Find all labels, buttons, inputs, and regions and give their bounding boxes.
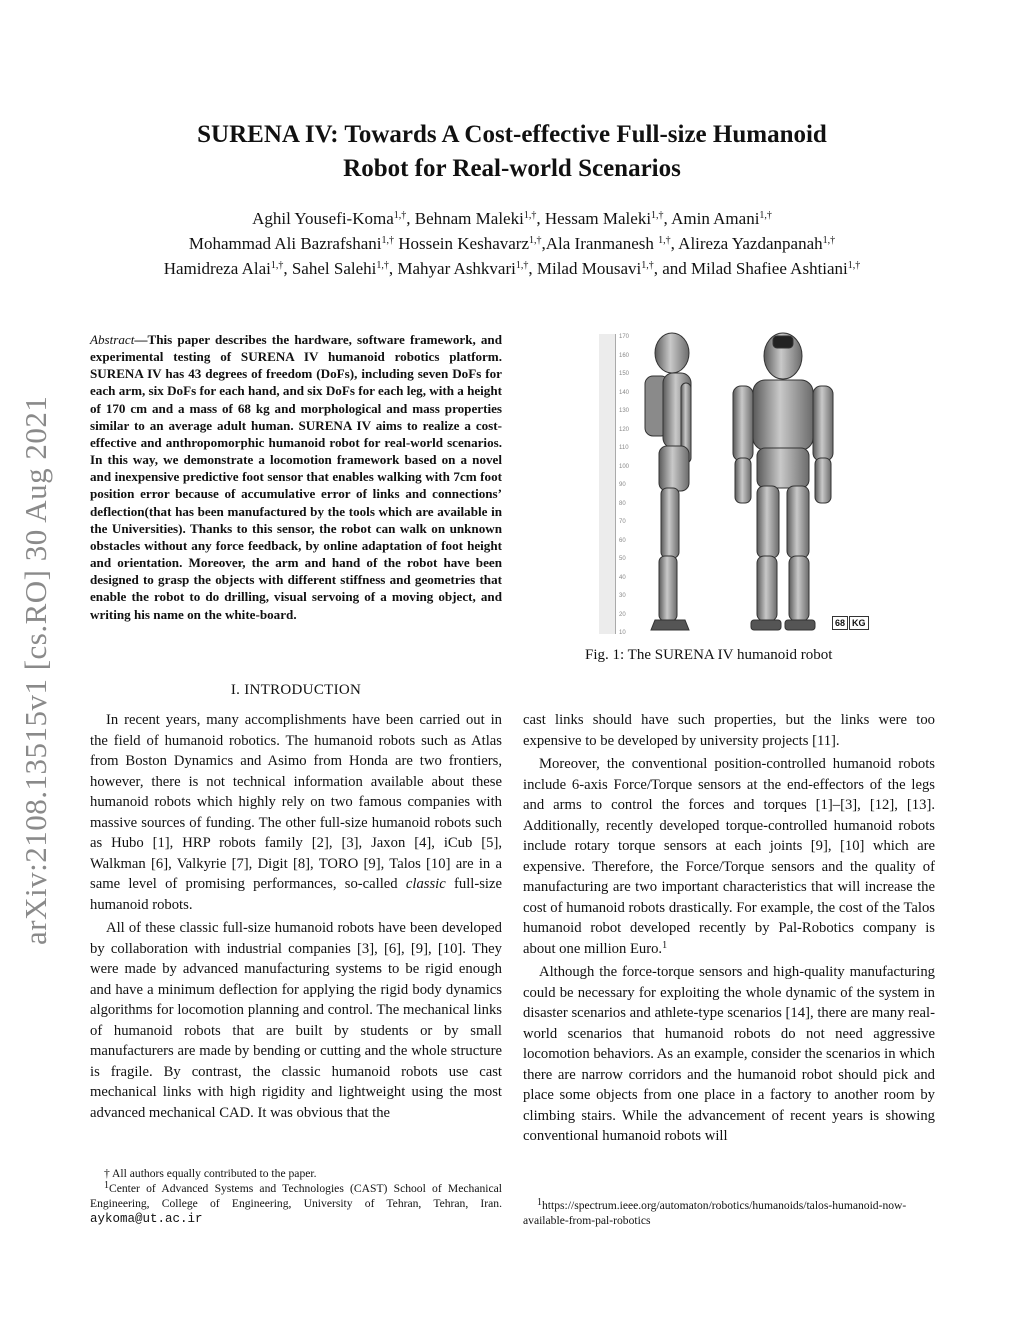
author-name: Hamidreza Alai — [163, 259, 271, 278]
paragraph: All of these classic full-size humanoid robots have been developed by collaboration with industrial companies [3], [6], [9], [10]. They were made by advanced manufacturing systems to be rigid enough and have a minimum deflection for applying the rigid body dynamics algorithms for locomotion planning and control. The mechanical links of humanoid robots that are built by students or by small manufacturers are made by bending or cutting and the whole structure is fragile. By contrast, the classic humanoid robots use cast mechanical links with high rigidity and lightweight using the most advanced mechanical CAD. It was obvious that the — [90, 920, 502, 1121]
author-name: Milad Mousavi — [536, 259, 642, 278]
ruler-tick-label: 120 — [619, 426, 630, 433]
author-affiliation-mark: 1,† — [393, 210, 407, 221]
author-affiliation-mark: 1,† — [641, 260, 654, 271]
paragraph: Although the force-torque sensors and high-quality manufacturing could be necessary for exploiting the whole dynamic of the system in disaster scenarios and athlete-type scenarios [14], there are many real-world scenarios that humanoid robots do not need aggressive locomotion behaviors. As an example, consider the scenarios in which there are narrow corridors and the humanoid robot should pick and place some objects from one place in a factory to another room by climbing stairs. While the advancement of recent years is showing conventional humanoid robots will — [523, 964, 935, 1144]
abstract-label: Abstract — [90, 332, 135, 347]
paragraph: In recent years, many accomplishments have been carried out in the field of humanoid robotics. The humanoid robots such as Atlas from Boston Dynamics and Asimo from Honda are two frontiers, however, there is not technical information available about these humanoid robots which highly rely on two famous companies with massive sources of funding. The other full-size humanoid robots such as Hubo [1], HRP robots family [2], [3], Jaxon [4], iCub [5], Walkman [6], Valkyrie [7], Digit [8], TORO [9], Talos [10] are in a same level of promising performances, so-called classic full-size humanoid robots. — [90, 712, 502, 913]
author-affiliation-mark: 1,† — [651, 210, 664, 221]
ruler-tick-label: 110 — [619, 445, 629, 451]
author-line-1: Aghil Yousefi-Koma$^{1,\dagger}$, Behnam Maleki$^{1,\dagger}$, Hessam Maleki$^{1,\dagger}$, Amin Amani$^{1,\dagger}$ — [252, 209, 772, 228]
author-name: Amin Amani — [671, 209, 760, 228]
ruler-tick-label: 30 — [619, 593, 626, 599]
section-heading-introduction: I. INTRODUCTION — [230, 682, 362, 698]
ruler-tick-label: 160 — [619, 352, 630, 359]
robot-front-view — [733, 333, 833, 630]
author-name: Hessam Maleki — [544, 209, 652, 228]
author-affiliation-mark: 1,† — [658, 235, 671, 246]
ruler-tick-label: 80 — [619, 500, 626, 507]
right-column-body — [523, 710, 935, 1147]
author-affiliation-mark: 1,† — [381, 235, 394, 246]
ruler-tick-label: 100 — [619, 463, 630, 470]
figure-robot — [585, 328, 875, 638]
paragraph: Moreover, the conventional position-controlled humanoid robots include 6-axis Force/Torque sensors at the end-effectors of the legs and arms to control the forces and torques [1]–[3], [12], [13]. Additionally, recently developed torque-controlled humanoid robots include rotary torque sensors at each joints [9], [10] which are expensive. Therefore, the Force/Torque sensors and the quality of manufacturing are two important characteristics that will increase the cost of humanoid robots drastically. For example, the cost of the Talos humanoid robot developed recently by Pal-Robotics company is about one million Euro.$^1$ — [523, 756, 935, 957]
robot-side-view — [645, 333, 691, 630]
ruler-tick-label: 90 — [619, 482, 626, 488]
author-name: Sahel Salehi — [291, 259, 377, 278]
footnote-link[interactable]: https://spectrum.ieee.org/automaton/robotics/humanoids/talos-humanoid-now-available-from-pal-robotics — [523, 1199, 907, 1227]
ruler-tick-label: 60 — [619, 537, 626, 544]
robot-illustration — [585, 328, 875, 638]
author-name: Alireza Yazdanpanah — [678, 234, 823, 253]
author-name: Mahyar Ashkvari — [397, 259, 516, 278]
author-line-3: Hamidreza Alai$^{1,\dagger}$, Sahel Salehi$^{1,\dagger}$, Mahyar Ashkvari$^{1,\dagger}$, Milad Mousavi$^{1,\dagger}$, and Milad Shafiee Ashtiani$^{1,\dagger}$ — [163, 259, 861, 278]
author-affiliation-mark: 1,† — [822, 235, 836, 246]
abstract-text: This paper describes the hardware, software framework, and experimental testing of SURENA IV humanoid robotics platform. SURENA IV has 43 degrees of freedom (DoFs), including seven DoFs for each arm, six DoFs for each hand, and six DoFs for each leg, with a height of 170 cm and a mass of 68 kg and morphological and mass properties similar to an average adult human. SURENA IV aims to realize a cost-effective and anthropomorphic humanoid robot for real-world scenarios. In this way, we demonstrate a locomotion framework based on a novel and inexpensive predictive foot sensor that enables walking with 7cm foot position error because of accumulative error of links and connections’ deflection(that has been manufactured by the tools which are available in the Universities). Thanks to this sensor, the robot can walk on unknown obstacles without any force feedback, by online adaptation of foot height and orientation. Moreover, the arm and hand of the robot have been designed to grasp the objects with different stiffness and geometries that enable the robot to do drilling, visual servoing of a moving object, and writing his name on the white-board. — [90, 332, 502, 622]
author-email: aykoma@ut.ac.ir — [90, 1212, 203, 1226]
author-name: and Milad Shafiee Ashtiani — [662, 259, 848, 278]
ruler-tick-label: 70 — [619, 519, 626, 525]
footnote-affiliation: $^1$Center of Advanced Systems and Technologies (CAST) School of Mechanical Engineering, College of Engineering, University of Tehran, Tehran, Iran. aykoma@ut.ac.ir — [90, 1180, 502, 1226]
ruler-tick-label: 20 — [619, 611, 626, 618]
footnote-url: $^1$https://spectrum.ieee.org/automaton/robotics/humanoids/talos-humanoid-now-available-from-pal-robotics — [523, 1197, 907, 1227]
figure-caption: Fig. 1: The SURENA IV humanoid robot — [585, 647, 833, 663]
author-name: Behnam Maleki — [414, 209, 524, 228]
ruler-tick-label: 130 — [619, 408, 630, 414]
left-footnotes — [90, 1166, 502, 1227]
author-affiliation-mark: 1,† — [270, 260, 284, 271]
ruler-tick-label: 140 — [619, 389, 630, 396]
author-name: Ala Iranmanesh — [545, 234, 659, 253]
title-line-2: Robot for Real-world Scenarios — [343, 155, 681, 182]
author-name: Hossein Keshavarz — [398, 234, 530, 253]
author-affiliation-mark: 1,† — [376, 260, 389, 271]
abstract-dash: — — [134, 332, 148, 347]
author-affiliation-mark: 1,† — [515, 260, 529, 271]
right-footnotes — [523, 1198, 935, 1228]
left-column-body — [90, 710, 502, 1123]
author-name: Aghil Yousefi-Koma — [252, 209, 394, 228]
abstract — [90, 331, 502, 623]
ruler-tick-label: 170 — [619, 334, 630, 340]
mass-badge: 68 KG — [832, 616, 866, 630]
ruler-tick-label: 50 — [619, 556, 626, 562]
arxiv-identifier: arXiv:2108.13515v1 [cs.RO] 30 Aug 2021 — [18, 395, 53, 945]
ruler-tick-label: 40 — [619, 574, 626, 581]
author-list — [60, 206, 964, 281]
paper-title — [100, 118, 924, 186]
author-line-2: Mohammad Ali Bazrafshani$^{1,\dagger}$ Hossein Keshavarz$^{1,\dagger}$,Ala Iranmanesh $^{1,\dagger}$, Alireza Yazdanpanah$^{1,\dagger}$ — [188, 234, 836, 253]
title-line-1: SURENA IV: Towards A Cost-effective Full-size Humanoid — [197, 121, 827, 148]
footnote-dagger: † All authors equally contributed to the paper. — [104, 1167, 317, 1180]
author-affiliation-mark: 1,† — [759, 210, 772, 221]
ruler-tick-label: 150 — [619, 371, 630, 377]
author-affiliation-mark: 1,† — [529, 235, 542, 246]
ruler-tick-label: 10 — [619, 630, 626, 636]
author-affiliation-mark: 1,† — [523, 210, 537, 221]
paragraph: cast links should have such properties, but the links were too expensive to be developed by university projects [11]. — [523, 712, 935, 749]
author-affiliation-mark: 1,† — [847, 260, 861, 271]
author-name: Mohammad Ali Bazrafshani — [188, 234, 382, 253]
